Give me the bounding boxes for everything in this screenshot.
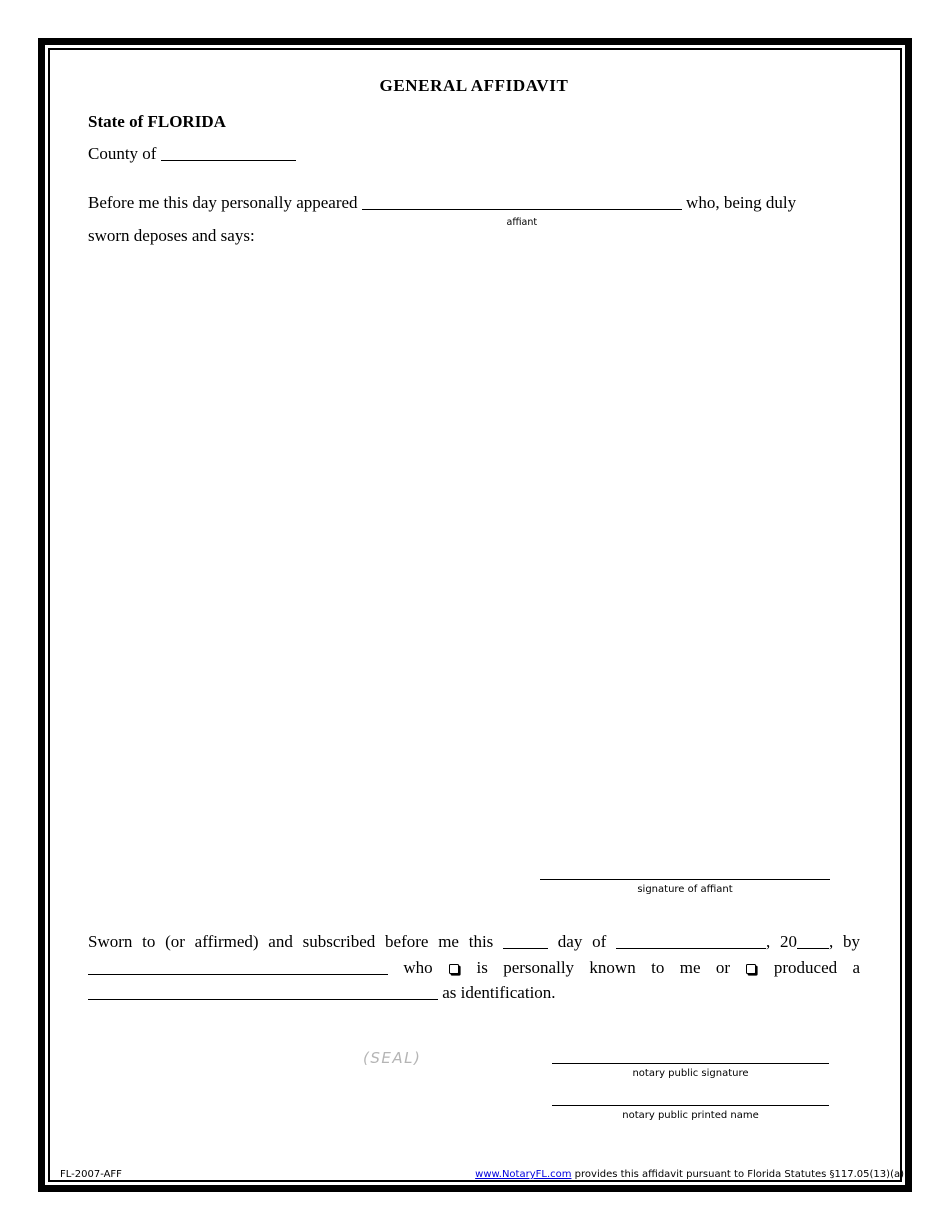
appeared-text-after: who, being duly bbox=[686, 193, 797, 212]
notary-signature-line bbox=[552, 1063, 829, 1064]
deposes-line: sworn deposes and says: bbox=[88, 226, 255, 245]
jurat-line1-text-d: , by bbox=[829, 932, 861, 951]
document-title: GENERAL AFFIDAVIT bbox=[379, 76, 569, 95]
county-prefix: County of bbox=[88, 144, 157, 163]
affiant-signature-caption: signature of affiant bbox=[637, 884, 733, 895]
county-blank-line bbox=[161, 148, 296, 161]
affiant-signature-block bbox=[540, 879, 830, 895]
notary-printed-name-block bbox=[552, 1105, 829, 1121]
year-blank-line bbox=[797, 936, 829, 949]
form-number: FL-2007-AFF bbox=[60, 1169, 122, 1180]
notary-signature-block bbox=[552, 1063, 829, 1079]
affiant-caption: affiant bbox=[506, 217, 538, 228]
seal-placeholder: (SEAL) bbox=[363, 1049, 422, 1067]
affiant-signature-line bbox=[540, 879, 830, 880]
jurat-line-2 bbox=[88, 955, 860, 981]
notary-printed-name-caption: notary public printed name bbox=[622, 1110, 759, 1121]
footer-attribution bbox=[475, 1169, 904, 1180]
notaryfl-link[interactable]: www.NotaryFL.com bbox=[475, 1169, 572, 1180]
personally-known-checkbox-icon bbox=[449, 964, 459, 974]
appeared-paragraph bbox=[88, 192, 860, 228]
jurat-line2-text-b: is personally known to me or bbox=[476, 957, 731, 977]
appeared-text-before: Before me this day personally appeared bbox=[88, 193, 358, 212]
month-blank-line bbox=[616, 936, 766, 949]
notary-jurat-paragraph bbox=[88, 929, 860, 1006]
jurat-line2-text-a: who bbox=[403, 957, 433, 977]
sworn-name-blank-line bbox=[88, 962, 388, 975]
jurat-line1-text-b: day of bbox=[557, 932, 607, 951]
notary-signature-caption: notary public signature bbox=[632, 1068, 749, 1079]
county-line bbox=[88, 144, 296, 164]
footer-attribution-text: provides this affidavit pursuant to Florida Statutes §117.05(13)(a) bbox=[574, 1169, 904, 1180]
jurat-line-1 bbox=[88, 929, 860, 955]
identification-blank-line bbox=[88, 987, 438, 1000]
jurat-line1-text-a: Sworn to (or affirmed) and subscribed before me this bbox=[88, 932, 494, 951]
jurat-line3-text: as identification. bbox=[442, 983, 556, 1002]
notary-printed-name-line bbox=[552, 1105, 829, 1106]
jurat-line2-text-c: produced a bbox=[773, 957, 861, 977]
jurat-line-3 bbox=[88, 980, 860, 1006]
jurat-line1-text-c: , 20 bbox=[766, 932, 798, 951]
day-blank-line bbox=[503, 936, 548, 949]
state-heading: State of FLORIDA bbox=[88, 112, 226, 131]
affiant-name-blank-line bbox=[362, 197, 682, 228]
produced-id-checkbox-icon bbox=[746, 964, 756, 974]
